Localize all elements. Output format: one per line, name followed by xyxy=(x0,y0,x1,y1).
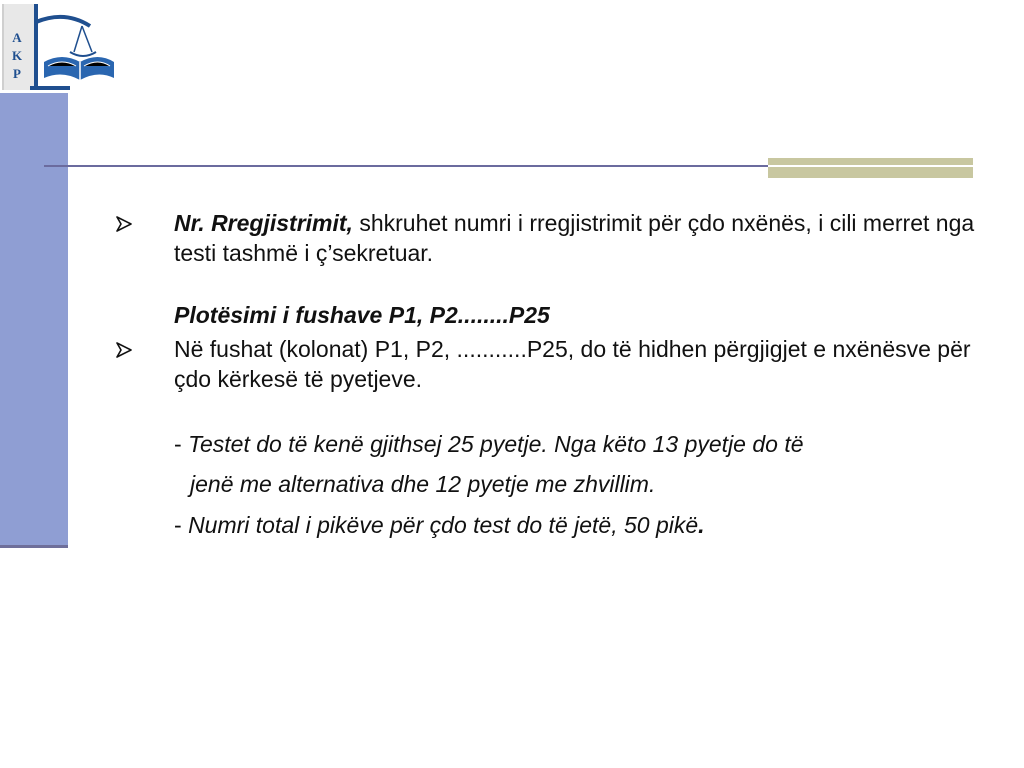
sub-point-end: . xyxy=(698,512,705,538)
sub-point-text: Numri total i pikëve për çdo test do të jetë, 50 pikë xyxy=(188,512,699,538)
logo-letter-p: P xyxy=(13,66,21,81)
sub-point-text-continued: jenë me alternativa dhe 12 pyetje me zhvillim. xyxy=(190,471,656,497)
akp-logo xyxy=(0,0,120,93)
slide-content xyxy=(110,208,990,540)
arrow-bullet-icon xyxy=(114,214,134,234)
bullet-lead-text: Nr. Rregjistrimit, xyxy=(174,210,353,236)
olive-accent-bar xyxy=(768,158,973,178)
dash-marker: - xyxy=(174,431,189,457)
logo-letter-k: K xyxy=(11,48,23,63)
section-heading: Plotësimi i fushave P1, P2........P25 xyxy=(174,302,550,328)
scales-book-icon xyxy=(30,0,120,93)
bullet-item xyxy=(110,334,990,394)
horizontal-rule xyxy=(44,165,768,167)
sub-point xyxy=(110,510,990,540)
dash-marker: - xyxy=(174,512,189,538)
sub-point-text: Testet do të kenë gjithsej 25 pyetje. Nga këto 13 pyetje do të xyxy=(188,431,804,457)
bullet-text: Në fushat (kolonat) P1, P2, ...........P25, do të hidhen përgjigjet e nxënësve për çdo kërkesë të pyetjeve. xyxy=(174,336,971,392)
left-decorative-band xyxy=(0,93,68,545)
arrow-bullet-icon xyxy=(114,340,134,360)
bullet-text: shkruhet numri i rregjistrimit për çdo nxënës, i cili merret nga testi tashmë i ç’sekretuar. xyxy=(174,210,975,266)
logo-letter-a: A xyxy=(12,30,22,45)
sub-point xyxy=(110,424,990,504)
olive-bar-divider xyxy=(768,165,973,167)
left-band-shadow xyxy=(0,545,68,548)
bullet-item xyxy=(110,208,990,268)
